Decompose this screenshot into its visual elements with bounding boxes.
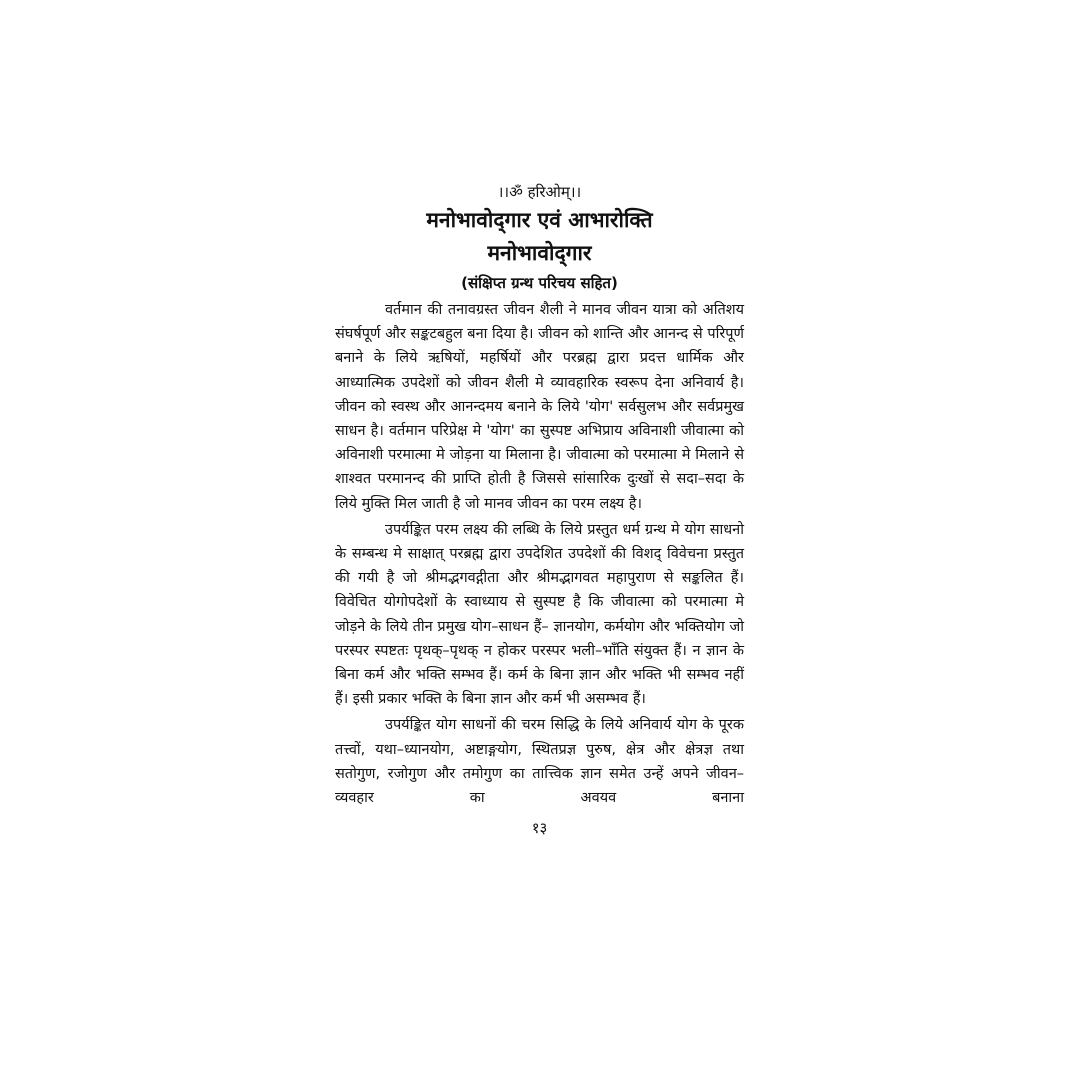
section-subtitle: (संक्षिप्त ग्रन्थ परिचय सहित) [461,274,618,292]
paragraph-1: वर्तमान की तनावग्रस्त जीवन शैली ने मानव जीवन यात्रा को अतिशय संघर्षपूर्ण और सङ्कटबहुल बना दिया है। जीवन को शान्ति और आनन्द से परिपूर्ण बनाने के लिये ऋषियों, महर्षियों और परब्रह्म द्वारा प्रदत्त धार्मिक और आध्यात्मिक उपदेशों को जीवन शैली मे व्यावहारिक स्वरूप देना अनिवार्य है। जीवन को स्वस्थ और आनन्दमय बनाने के लिये 'योग' सर्वसुलभ और सर्वप्रमुख साधन है। वर्तमान परिप्रेक्ष मे 'योग' का सुस्पष्ट अभिप्राय अविनाशी जीवात्मा को अविनाशी परमात्मा मे जोड़ना या मिलाना है। जीवात्मा को परमात्मा मे मिलाने से शाश्वत परमानन्द की प्राप्ति होती है जिससे सांसारिक दुःखों से सदा–सदा के लिये मुक्ति मिल जाती है जो मानव जीवन का परम लक्ष्य है। [335,302,744,512]
paragraph-2: उपर्यङ्कित परम लक्ष्य की लब्धि के लिये प्रस्तुत धर्म ग्रन्थ मे योग साधनो के सम्बन्ध मे साक्षात् परब्रह्म द्वारा उपदेशित उपदेशों की विशद् विवेचना प्रस्तुत की गयी है जो श्रीमद्भगवद्गीता और श्रीमद्भागवत महापुराण से सङ्कलित हैं। विवेचित योगोपदेशों के स्वाध्याय से सुस्पष्ट है कि जीवात्मा को परमात्मा मे जोड़ने के लिये तीन प्रमुख योग–साधन हैं– ज्ञानयोग, कर्मयोग और भक्तियोग जो परस्पर स्पष्टतः पृथक्–पृथक् न होकर परस्पर भली–भाँति संयुक्त हैं। न ज्ञान के बिना कर्म और भक्ति सम्भव हैं। कर्म के बिना ज्ञान और भक्ति भी सम्भव नहीं हैं। इसी प्रकार भक्ति के बिना ज्ञान और कर्म भी असम्भव हैं। [335,521,744,708]
book-page [335,180,744,842]
paragraph-3: उपर्यङ्कित योग साधनों की चरम सिद्धि के लिये अनिवार्य योग के पूरक तत्त्वों, यथा–ध्यानयोग, अष्टाङ्गयोग, स्थितप्रज्ञ पुरुष, क्षेत्र और क्षेत्रज्ञ तथा सतोगुण, रजोगुण और तमोगुण का तात्त्विक ज्ञान समेत उन्हें अपने जीवन–व्यवहार का अवयव बनाना [335,717,744,807]
page-title: मनोभावोद्‌गार एवं आभारोक्ति [426,208,653,232]
invocation-line: ।।ॐ हरिओम्।। [497,183,582,201]
page-number: १३ [531,819,548,838]
section-title: मनोभावोद्‌गार [487,241,592,265]
